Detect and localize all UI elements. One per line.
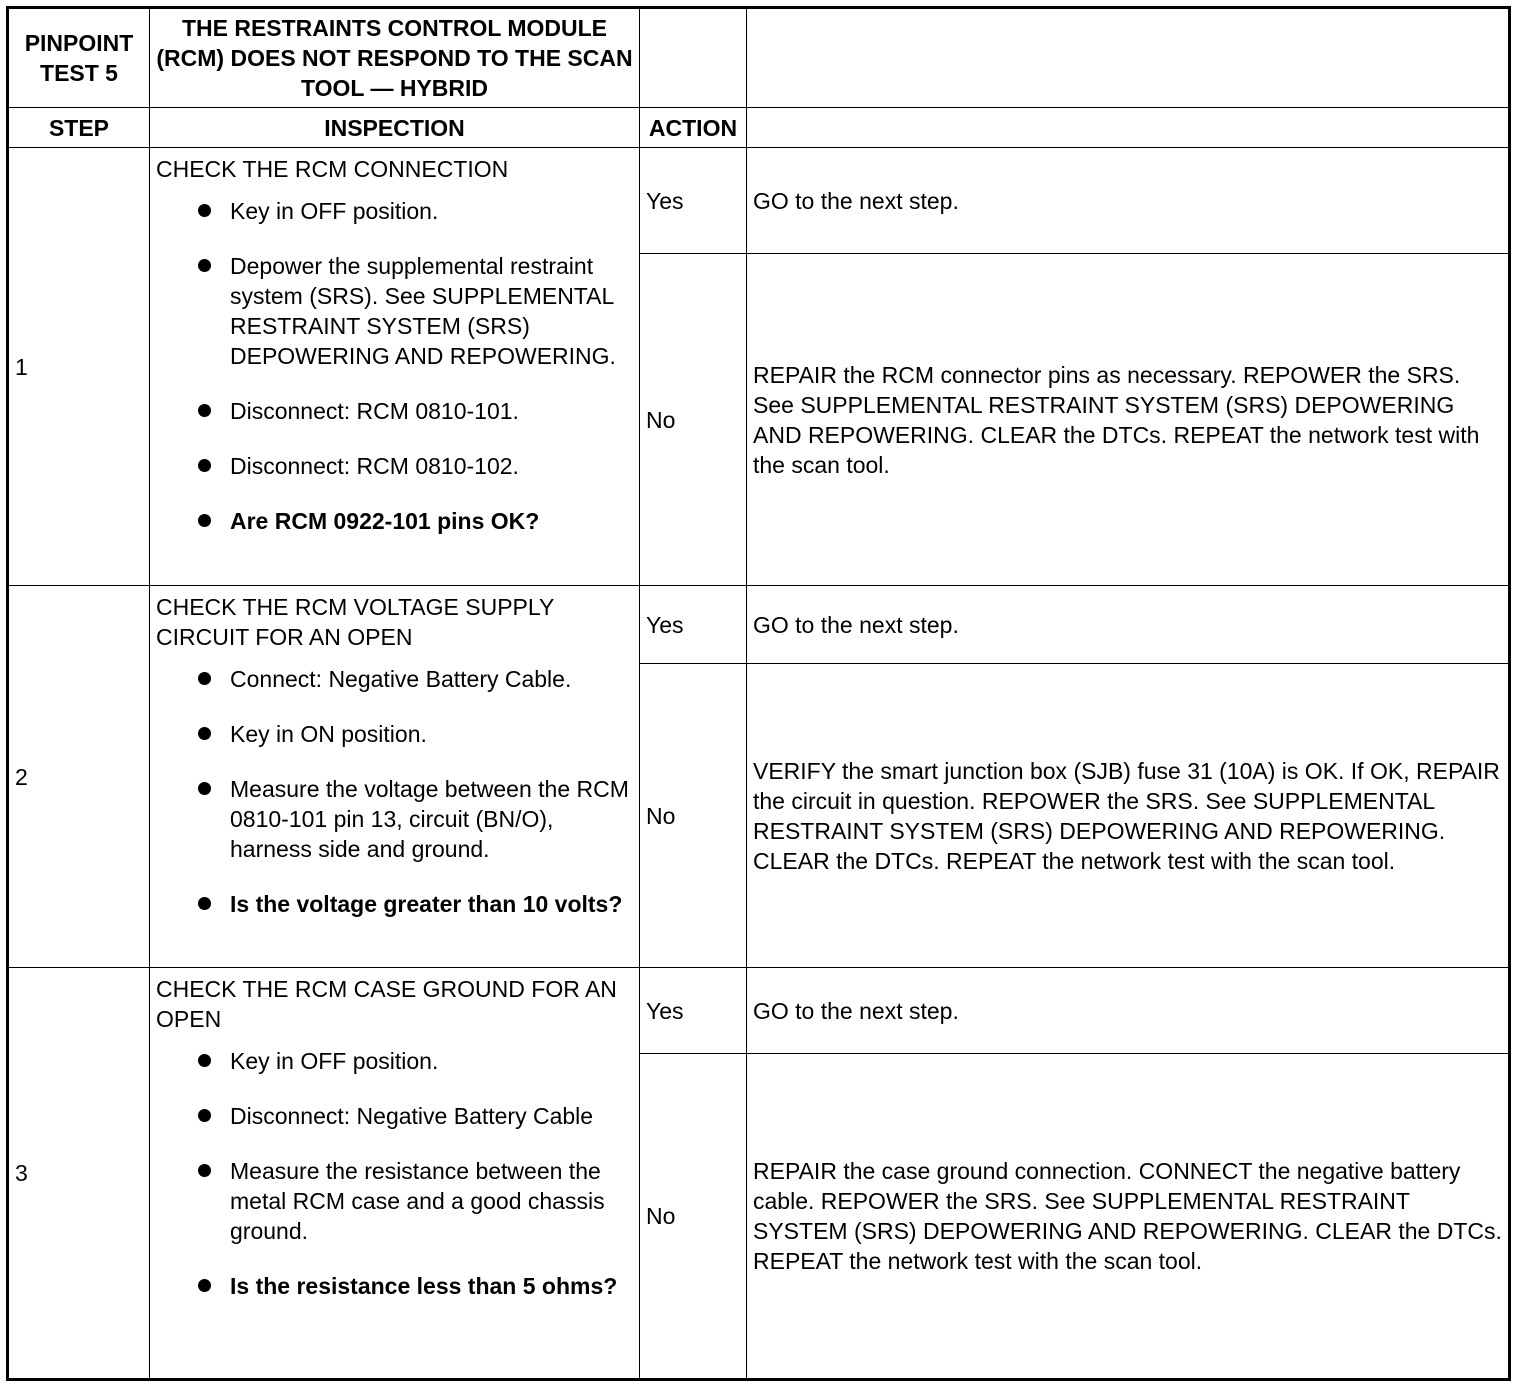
list-item: Depower the supplemental restraint system (SRS). See SUPPLEMENTAL RESTRAINT SYSTEM (SRS) DEPOWERING AND REPOWERING.	[156, 251, 633, 371]
bullet-icon	[198, 897, 211, 910]
column-header-step: STEP	[8, 108, 150, 148]
table-row	[8, 586, 1510, 664]
pinpoint-label: PINPOINT TEST 5	[8, 8, 150, 108]
inspection-bullets	[156, 664, 633, 919]
test-title: THE RESTRAINTS CONTROL MODULE (RCM) DOES NOT RESPOND TO THE SCAN TOOL — HYBRID	[150, 8, 640, 108]
yes-label: Yes	[640, 586, 747, 664]
inspection-bullets	[156, 196, 633, 536]
inspection-title: CHECK THE RCM VOLTAGE SUPPLY CIRCUIT FOR AN OPEN	[156, 594, 554, 650]
yes-label: Yes	[640, 148, 747, 254]
inspection-title: CHECK THE RCM CASE GROUND FOR AN OPEN	[156, 976, 617, 1032]
list-item-question: Are RCM 0922-101 pins OK?	[156, 506, 633, 536]
list-item: Connect: Negative Battery Cable.	[156, 664, 633, 694]
no-action: VERIFY the smart junction box (SJB) fuse 31 (10A) is OK. If OK, REPAIR the circuit in question. REPOWER the SRS. See SUPPLEMENTAL RESTRAINT SYSTEM (SRS) DEPOWERING AND REPOWERING. CLEAR the DTCs. REPEAT the network test with the scan tool.	[747, 664, 1510, 968]
inspection-cell	[150, 586, 640, 968]
step-number: 3	[8, 968, 150, 1380]
bullet-icon	[198, 514, 211, 527]
no-action: REPAIR the case ground connection. CONNECT the negative battery cable. REPOWER the SRS. See SUPPLEMENTAL RESTRAINT SYSTEM (SRS) DEPOWERING AND REPOWERING. CLEAR the DTCs. REPEAT the network test with the scan tool.	[747, 1054, 1510, 1380]
inspection-title: CHECK THE RCM CONNECTION	[156, 156, 509, 182]
bullet-icon	[198, 672, 211, 685]
column-header-row	[8, 108, 1510, 148]
step-number: 2	[8, 586, 150, 968]
bullet-icon	[198, 782, 211, 795]
yes-action: GO to the next step.	[747, 586, 1510, 664]
bullet-icon	[198, 1109, 211, 1122]
bullet-icon	[198, 1054, 211, 1067]
list-item-question: Is the resistance less than 5 ohms?	[156, 1271, 633, 1301]
no-label: No	[640, 1054, 747, 1380]
title-row	[8, 8, 1510, 108]
bullet-icon	[198, 204, 211, 217]
no-action: REPAIR the RCM connector pins as necessary. REPOWER the SRS. See SUPPLEMENTAL RESTRAINT SYSTEM (SRS) DEPOWERING AND REPOWERING. CLEAR the DTCs. REPEAT the network test with the scan tool.	[747, 254, 1510, 586]
title-empty-cell	[747, 8, 1510, 108]
pinpoint-test-table	[6, 6, 1511, 1381]
yes-action: GO to the next step.	[747, 148, 1510, 254]
bullet-icon	[198, 1164, 211, 1177]
list-item: Measure the resistance between the metal RCM case and a good chassis ground.	[156, 1156, 633, 1246]
list-item-question: Is the voltage greater than 10 volts?	[156, 889, 633, 919]
inspection-cell	[150, 968, 640, 1380]
list-item: Key in OFF position.	[156, 1046, 633, 1076]
list-item: Disconnect: RCM 0810-101.	[156, 396, 633, 426]
no-label: No	[640, 254, 747, 586]
title-empty-cell	[640, 8, 747, 108]
list-item: Key in ON position.	[156, 719, 633, 749]
bullet-icon	[198, 404, 211, 417]
no-label: No	[640, 664, 747, 968]
bullet-icon	[198, 459, 211, 472]
inspection-cell	[150, 148, 640, 586]
yes-action: GO to the next step.	[747, 968, 1510, 1054]
list-item: Disconnect: RCM 0810-102.	[156, 451, 633, 481]
yes-label: Yes	[640, 968, 747, 1054]
table-row	[8, 148, 1510, 254]
bullet-icon	[198, 259, 211, 272]
list-item: Key in OFF position.	[156, 196, 633, 226]
list-item: Disconnect: Negative Battery Cable	[156, 1101, 633, 1131]
column-header-empty	[747, 108, 1510, 148]
inspection-bullets	[156, 1046, 633, 1301]
bullet-icon	[198, 1279, 211, 1292]
column-header-action: ACTION	[640, 108, 747, 148]
bullet-icon	[198, 727, 211, 740]
column-header-inspection: INSPECTION	[150, 108, 640, 148]
table-row	[8, 968, 1510, 1054]
step-number: 1	[8, 148, 150, 586]
list-item: Measure the voltage between the RCM 0810-101 pin 13, circuit (BN/O), harness side and ground.	[156, 774, 633, 864]
